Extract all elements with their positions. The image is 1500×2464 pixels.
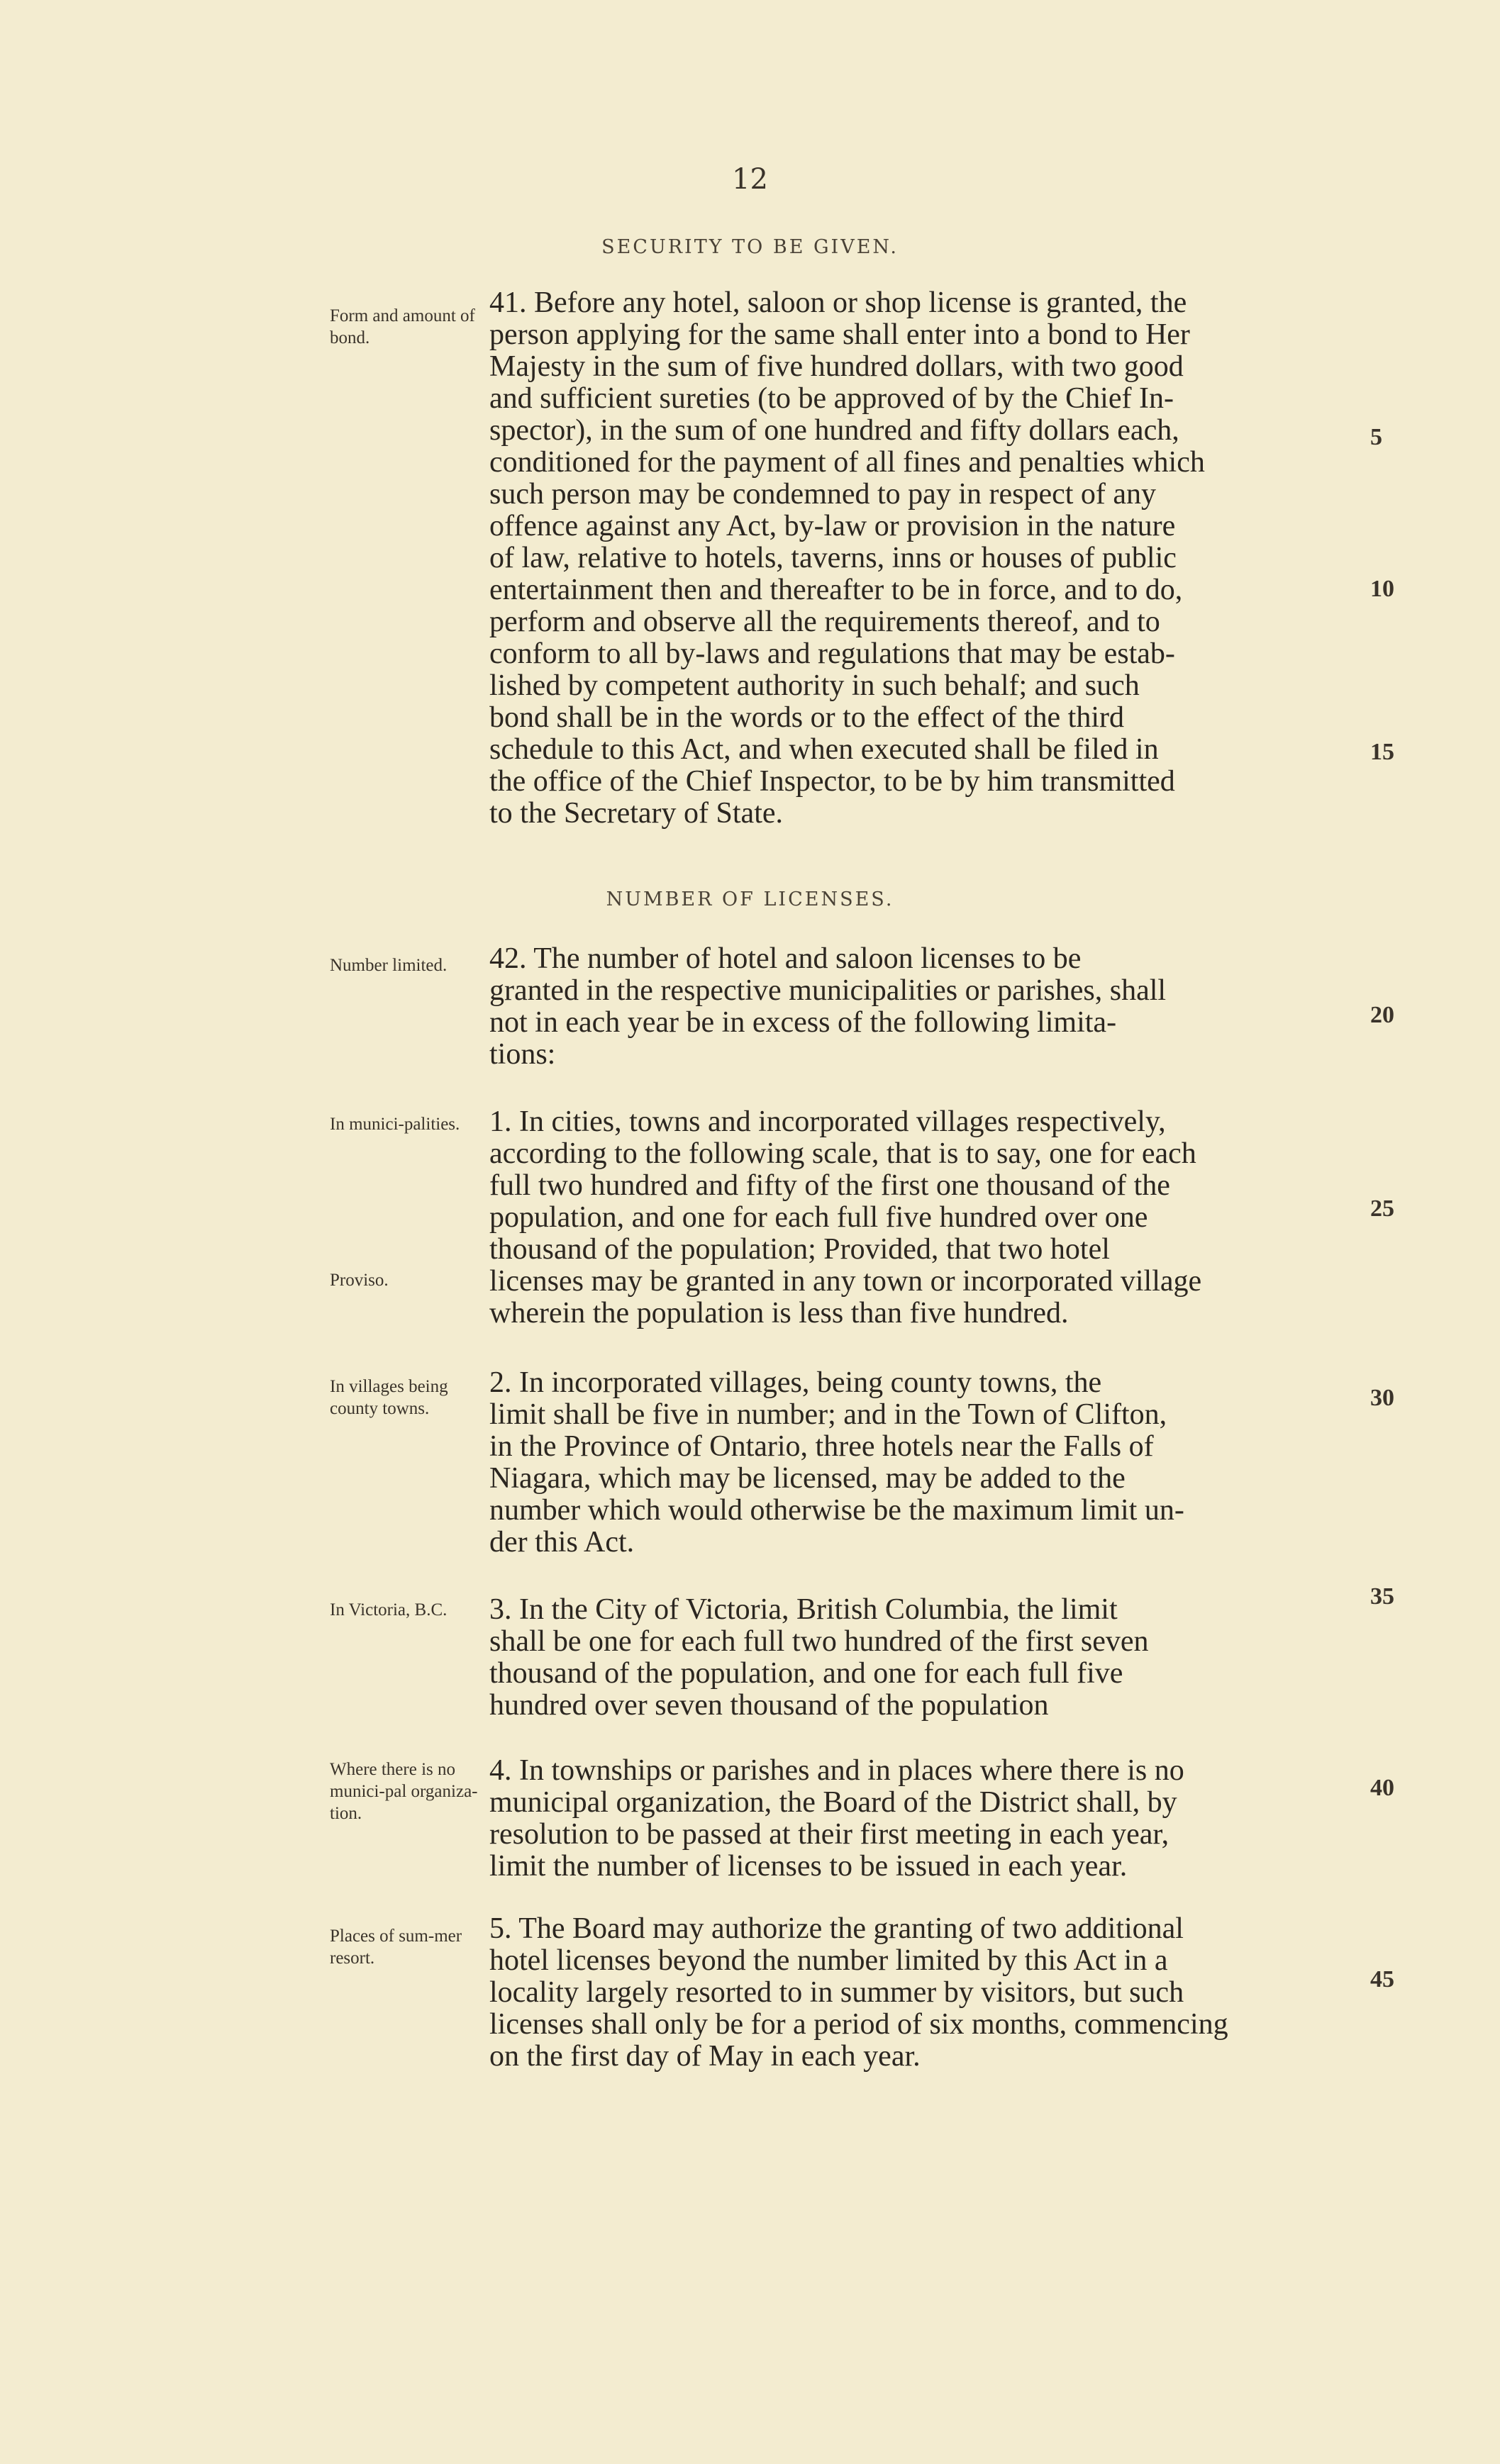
margin-note-number-limited: Number limited. [330, 956, 448, 975]
text-line: 42. The number of hotel and saloon licenses to be [489, 942, 1082, 975]
text-line: 3. In the City of Victoria, British Columbia, the limit [489, 1593, 1118, 1626]
text-line: 4. In townships or parishes and in places where there is no [489, 1754, 1184, 1787]
text-line: resolution to be passed at their first meeting in each year, [489, 1818, 1170, 1851]
text-line: on the first day of May in each year. [489, 2040, 921, 2073]
text-line: locality largely resorted to in summer by visitors, but such [489, 1976, 1184, 2009]
text-line: full two hundred and fifty of the first one thousand of the [489, 1169, 1170, 1202]
section-heading-number-of-licenses: NUMBER OF LICENSES. [606, 888, 894, 910]
text-line: in the Province of Ontario, three hotels near the Falls of [489, 1430, 1154, 1463]
page-number: 12 [732, 163, 768, 196]
text-line: schedule to this Act, and when executed shall be filed in [489, 733, 1159, 766]
text-line: shall be one for each full two hundred of the first seven [489, 1625, 1149, 1658]
text-line: according to the following scale, that is to say, one for each [489, 1137, 1196, 1170]
section-42-3-paragraph [489, 1594, 1369, 1722]
text-line: not in each year be in excess of the following limita- [489, 1006, 1117, 1039]
text-line: such person may be condemned to pay in respect of any [489, 478, 1157, 511]
line-number: 15 [1370, 739, 1394, 765]
text-line: der this Act. [489, 1526, 635, 1559]
text-line: lished by competent authority in such behalf; and such [489, 669, 1140, 702]
line-number: 25 [1370, 1195, 1394, 1222]
text-line: of law, relative to hotels, taverns, inns or houses of public [489, 542, 1177, 574]
margin-note-in-municipalities: In munici-palities. [330, 1115, 460, 1134]
margin-note-summer-resort: Places of sum-mer resort. [330, 1927, 462, 1968]
text-line: the office of the Chief Inspector, to be by him transmitted [489, 765, 1175, 798]
text-line: spector), in the sum of one hundred and fifty dollars each, [489, 414, 1179, 447]
text-line: licenses shall only be for a period of six months, commencing [489, 2008, 1228, 2041]
text-line: 2. In incorporated villages, being county towns, the [489, 1366, 1102, 1399]
text-line: municipal organization, the Board of the District shall, by [489, 1786, 1177, 1819]
margin-note-form-amount-bond: Form and amount of bond. [330, 306, 475, 347]
line-number: 45 [1370, 1966, 1394, 1992]
text-line: person applying for the same shall enter into a bond to Her [489, 318, 1190, 351]
margin-note-in-villages: In villages being county towns. [330, 1377, 448, 1418]
text-line: 5. The Board may authorize the granting of two additional [489, 1912, 1184, 1945]
text-line: Majesty in the sum of five hundred dollars, with two good [489, 350, 1184, 383]
text-line: and sufficient sureties (to be approved of by the Chief In- [489, 382, 1174, 415]
text-line: population, and one for each full five hundred over one [489, 1201, 1148, 1234]
text-line: granted in the respective municipalities or parishes, shall [489, 974, 1167, 1007]
text-line: bond shall be in the words or to the effect of the third [489, 701, 1125, 734]
text-line: number which would otherwise be the maximum limit un- [489, 1494, 1184, 1527]
section-41-paragraph [489, 287, 1369, 830]
text-line: perform and observe all the requirements thereof, and to [489, 606, 1160, 638]
section-42-1-paragraph [489, 1106, 1369, 1329]
text-line: 1. In cities, towns and incorporated villages respectively, [489, 1105, 1166, 1138]
line-number: 40 [1370, 1775, 1394, 1801]
margin-note-proviso: Proviso. [330, 1271, 389, 1290]
section-heading-security: SECURITY TO BE GIVEN. [601, 236, 899, 258]
text-line: thousand of the population; Provided, that two hotel [489, 1233, 1110, 1266]
text-line: hotel licenses beyond the number limited by this Act in a [489, 1944, 1168, 1977]
text-line: 41. Before any hotel, saloon or shop license is granted, the [489, 286, 1187, 319]
section-42-paragraph [489, 943, 1369, 1071]
text-line: conditioned for the payment of all fines and penalties which [489, 446, 1205, 479]
section-42-2-paragraph [489, 1367, 1369, 1559]
text-line: thousand of the population, and one for each full five [489, 1657, 1123, 1690]
text-line: hundred over seven thousand of the population [489, 1689, 1049, 1722]
line-number: 10 [1370, 576, 1394, 602]
text-line: licenses may be granted in any town or incorporated village [489, 1265, 1202, 1298]
margin-note-in-victoria: In Victoria, B.C. [330, 1600, 448, 1620]
section-42-5-paragraph [489, 1913, 1369, 2073]
text-line: offence against any Act, by-law or provision in the nature [489, 510, 1176, 542]
text-line: Niagara, which may be licensed, may be added to the [489, 1462, 1126, 1495]
line-number: 5 [1370, 424, 1382, 450]
line-number: 35 [1370, 1583, 1394, 1610]
text-line: entertainment then and thereafter to be in force, and to do, [489, 574, 1183, 606]
margin-note-no-municipal: Where there is no munici-pal organiza-tion. [330, 1760, 478, 1823]
section-42-4-paragraph [489, 1755, 1369, 1883]
text-line: wherein the population is less than five hundred. [489, 1297, 1069, 1329]
text-line: conform to all by-laws and regulations that may be estab- [489, 637, 1175, 670]
line-number: 30 [1370, 1385, 1394, 1411]
text-line: tions: [489, 1038, 556, 1071]
text-line: limit the number of licenses to be issued in each year. [489, 1850, 1128, 1883]
line-number: 20 [1370, 1002, 1394, 1028]
text-line: to the Secretary of State. [489, 797, 784, 830]
text-line: limit shall be five in number; and in the Town of Clifton, [489, 1398, 1167, 1431]
